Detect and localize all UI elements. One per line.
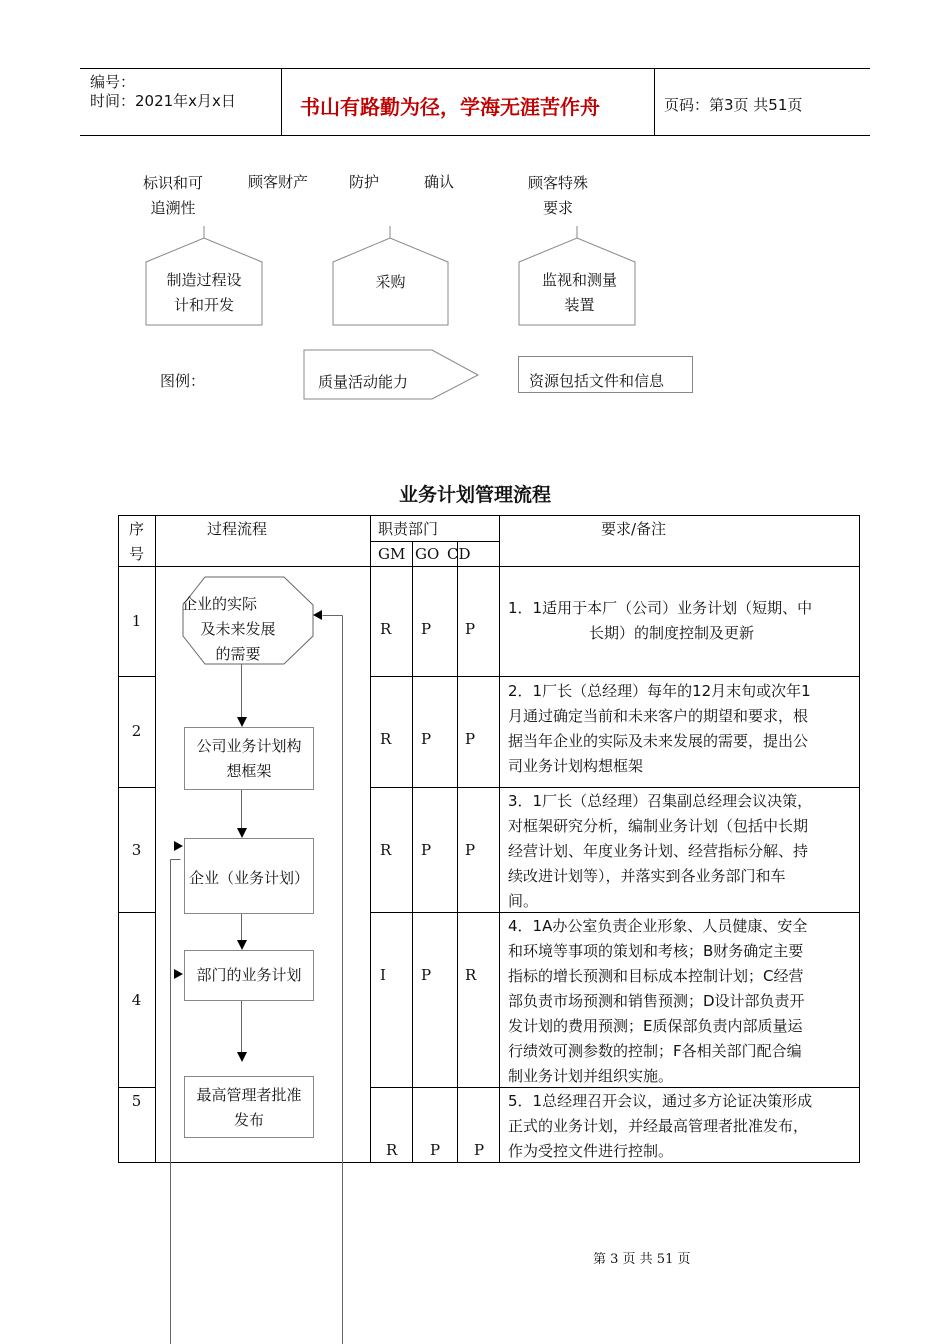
arrow-down-icon — [237, 828, 247, 838]
row-go: P — [421, 620, 432, 638]
row-remark-line: 2．1厂长（总经理）每年的12月末旬或次年1 — [508, 682, 811, 700]
row-remark-line: 4．1A办公室负责企业形象、人员健康、安全 — [508, 917, 808, 935]
row-cd: P — [465, 620, 476, 638]
flow-step-enterprise: 企业（业务计划） — [184, 838, 314, 914]
row-remark — [508, 596, 856, 646]
row-remark-line: 长期）的制度控制及更新 — [589, 624, 755, 642]
row-remark — [508, 679, 858, 779]
header-date-label: 时间：2021年x月x日 — [90, 92, 236, 110]
flow-step-framework-line: 想框架 — [226, 762, 272, 780]
box-monitoring-line: 监视和测量 — [541, 271, 617, 289]
row-remark — [508, 1089, 858, 1164]
row-seq: 4 — [131, 991, 142, 1009]
row-remark-line: 制业务计划并组织实施。 — [508, 1067, 674, 1085]
row-remark — [508, 914, 858, 1089]
row-remark-line: 5．1总经理召开会议，通过多方论证决策形成 — [508, 1092, 813, 1110]
row-seq: 5 — [131, 1092, 142, 1110]
header-dept-go: GO — [415, 545, 440, 563]
row-cd: R — [465, 966, 477, 984]
row-seq: 2 — [131, 722, 142, 740]
header-dept-cd: CD — [447, 545, 471, 563]
box-purchasing: 采购 — [375, 273, 406, 291]
row-remark-line: 司业务计划构想框架 — [508, 757, 644, 775]
row-remark-line: 1．1适用于本厂（公司）业务计划（短期、中 — [508, 599, 813, 617]
label-trace-line: 追溯性 — [150, 199, 196, 217]
header-seq-line: 号 — [128, 545, 144, 563]
header-seq — [118, 517, 155, 567]
row-go: P — [430, 1141, 441, 1159]
flow-step-approval — [184, 1076, 314, 1138]
row-remark-line: 对框架研究分析，编制业务计划（包括中长期 — [508, 817, 809, 835]
row-remark-line: 正式的业务计划，并经最高管理者批准发布， — [508, 1117, 809, 1135]
section-title: 业务计划管理流程 — [398, 484, 551, 506]
flow-step-approval-line: 发布 — [233, 1111, 264, 1129]
arrow-left-icon — [313, 610, 322, 620]
row-remark-line: 发计划的费用预测；E质保部负责内部质量运 — [508, 1017, 803, 1035]
row-go: P — [421, 730, 432, 748]
flow-step-department: 部门的业务计划 — [184, 950, 314, 1001]
row-cd: P — [465, 841, 476, 859]
label-customer-property: 顾客财产 — [248, 173, 309, 191]
box-monitoring-line: 装置 — [564, 296, 595, 314]
label-confirm: 确认 — [424, 173, 455, 191]
row-gm: R — [380, 841, 392, 859]
label-customer-special-line: 顾客特殊 — [527, 174, 588, 192]
flow-start-line: 的需要 — [215, 645, 261, 663]
row-remark-line: 据当年企业的实际及未来发展的需要，提出公 — [508, 732, 809, 750]
legend-label: 图例： — [160, 372, 206, 390]
label-trace-line: 标识和可 — [142, 174, 203, 192]
row-gm: R — [386, 1141, 398, 1159]
label-protection: 防护 — [349, 173, 380, 191]
row-remark-line: 行绩效可测参数的控制；F各相关部门配合编 — [508, 1042, 802, 1060]
row-go: P — [421, 966, 432, 984]
row-remark-line: 指标的增长预测和目标成本控制计划；C经营 — [508, 967, 804, 985]
row-seq: 3 — [131, 841, 142, 859]
row-remark-line: 部负责市场预测和销售预测；D设计部负责开 — [508, 992, 805, 1010]
row-remark — [508, 789, 858, 914]
arrow-right-icon — [174, 841, 183, 851]
row-remark-line: 3．1厂长（总经理）召集副总经理会议决策， — [508, 792, 813, 810]
arrow-down-icon — [237, 1052, 247, 1062]
header-motto: 书山有路勤为径，学海无涯苦作舟 — [300, 95, 600, 119]
arrow-down-icon — [237, 940, 247, 950]
row-remark-line: 和环境等事项的策划和考核；B财务确定主要 — [508, 942, 804, 960]
arrow-right-icon — [174, 969, 183, 979]
header-process: 过程流程 — [207, 520, 268, 538]
flow-start-text — [178, 592, 298, 667]
box-manufacturing-line: 制造过程设 — [166, 271, 242, 289]
page-footer: 第 3 页 共 51 页 — [593, 1252, 691, 1267]
flow-start-line: 及未来发展 — [200, 620, 276, 638]
header-page-info: 页码：第3页 共51页 — [664, 96, 803, 114]
flow-start-line: 企业的实际 — [182, 595, 258, 613]
row-remark-line: 作为受控文件进行控制。 — [508, 1142, 674, 1160]
row-cd: P — [465, 730, 476, 748]
header-number-label: 编号： — [90, 73, 136, 91]
header-dept-gm: GM — [378, 545, 406, 563]
legend-activity: 质量活动能力 — [318, 373, 409, 391]
header-seq-line: 序 — [128, 520, 144, 538]
row-gm: R — [380, 730, 392, 748]
row-remark-line: 月通过确定当前和未来客户的期望和要求，根 — [508, 707, 809, 725]
row-remark-line: 续改进计划等），并落实到各业务部门和车 — [508, 867, 786, 885]
header-remarks: 要求/备注 — [601, 520, 667, 538]
row-cd: P — [474, 1141, 485, 1159]
flow-step-approval-line: 最高管理者批准 — [196, 1086, 302, 1104]
flow-step-framework — [184, 727, 314, 790]
row-seq: 1 — [131, 612, 142, 630]
header-dept: 职责部门 — [378, 520, 439, 538]
label-customer-special-line: 要求 — [542, 199, 573, 217]
row-gm: I — [380, 966, 386, 984]
legend-resource: 资源包括文件和信息 — [529, 372, 665, 390]
row-remark-line: 间。 — [508, 892, 539, 910]
arrow-down-icon — [237, 717, 247, 727]
row-remark-line: 经营计划、年度业务计划、经营指标分解、持 — [508, 842, 809, 860]
box-manufacturing-line: 计和开发 — [173, 296, 234, 314]
flow-step-framework-line: 公司业务计划构 — [196, 737, 302, 755]
row-go: P — [421, 841, 432, 859]
row-gm: R — [380, 620, 392, 638]
